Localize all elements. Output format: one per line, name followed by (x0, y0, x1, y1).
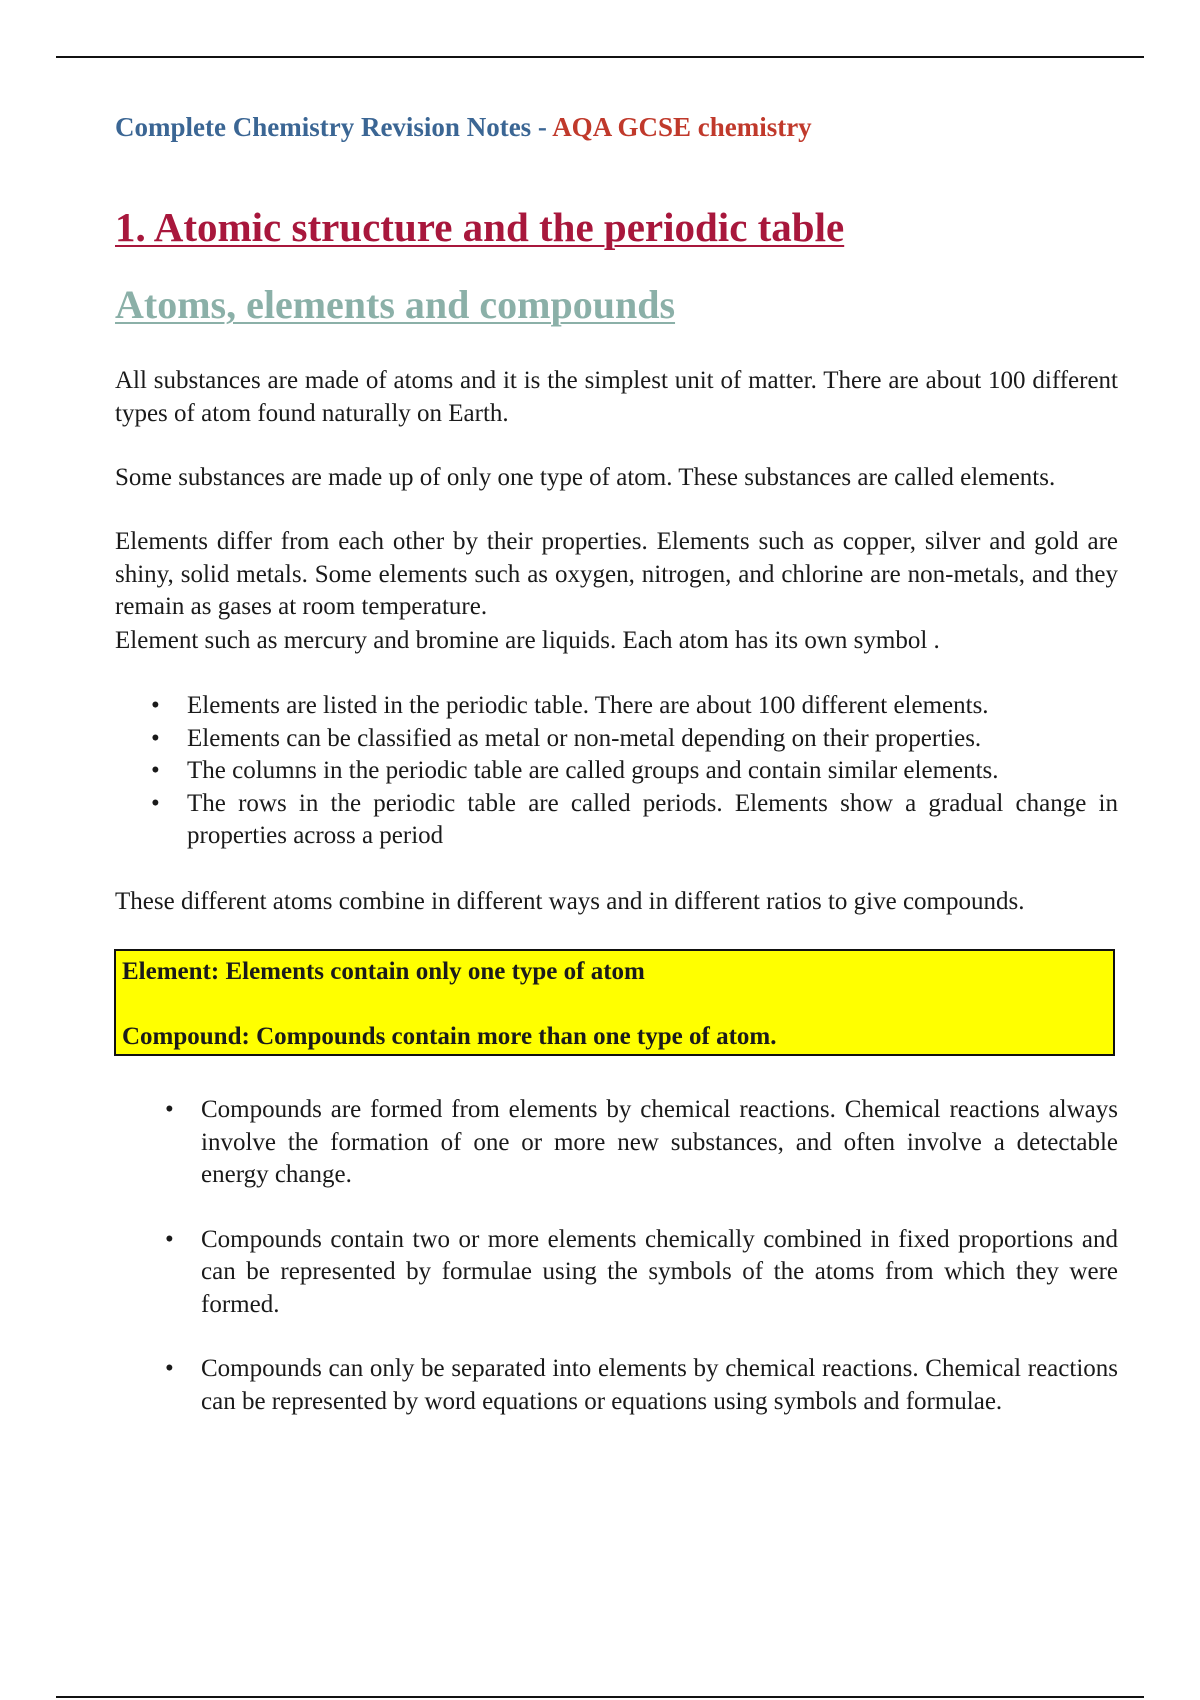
bullet-dot: • (151, 757, 160, 784)
element-bullet-list (151, 690, 1118, 853)
section-title: Atoms, elements and compounds (115, 282, 676, 327)
list-item (151, 723, 1118, 756)
bottom-rule (56, 1696, 1144, 1698)
bullet-dot: • (165, 1096, 174, 1123)
element-definition: Element: Elements contain only one type of atom (122, 958, 645, 985)
top-rule (56, 56, 1144, 58)
list-item-text: Compounds contain two or more elements chemically combined in fixed proportions and can be represented by formulae using the symbols of the atoms from which they were formed. (201, 1225, 1118, 1318)
chapter-title: 1. Atomic structure and the periodic table (115, 204, 845, 250)
list-item-text: Compounds can only be separated into elements by chemical reactions. Chemical reactions can be represented by word equations or equations using symbols and formulae. (201, 1355, 1118, 1415)
bullet-dot: • (165, 1225, 174, 1253)
header-board: AQA GCSE chemistry (552, 112, 812, 142)
paragraph-element-properties: Elements differ from each other by their properties. Elements such as copper, silver and gold are shiny, solid metals. Some elements such as oxygen, nitrogen, and chlorine are non-metals, and they remain as gases at room temperature. (115, 528, 1118, 620)
bullet-dot: • (151, 692, 160, 719)
bullet-dot: • (151, 789, 160, 817)
header-course: Complete Chemistry Revision Notes - (115, 112, 547, 142)
document-header (115, 112, 812, 143)
paragraph-atoms: All substances are made of atoms and it is the simplest unit of matter. There are about 100 different types of atom found naturally on Earth. (115, 367, 1118, 427)
list-item (151, 690, 1118, 723)
bullet-dot: • (151, 724, 160, 752)
list-item (165, 1353, 1118, 1418)
paragraph-elements-intro: Some substances are made up of only one type of atom. These substances are called elements. (115, 464, 1056, 491)
list-item-text: The rows in the periodic table are called periods. Elements show a gradual change in properties across a period (187, 789, 1118, 849)
list-item (151, 788, 1118, 853)
list-item-text: The columns in the periodic table are called groups and contain similar elements. (187, 757, 999, 784)
definition-box (114, 949, 1115, 1056)
list-item-text: Compounds are formed from elements by chemical reactions. Chemical reactions always involve the formation of one or more new substances, and often involve a detectable energy change. (201, 1096, 1118, 1188)
compound-bullet-list (165, 1094, 1118, 1418)
paragraph-combine: These different atoms combine in different ways and in different ratios to give compounds. (115, 888, 1025, 915)
list-item-text: Elements can be classified as metal or non-metal depending on their properties. (187, 724, 982, 752)
bullet-dot: • (165, 1355, 174, 1382)
list-item (165, 1094, 1118, 1192)
list-item-text: Elements are listed in the periodic table. There are about 100 different elements. (187, 692, 989, 719)
paragraph-liquids: Element such as mercury and bromine are liquids. Each atom has its own symbol . (115, 627, 940, 654)
list-item (165, 1224, 1118, 1322)
compound-definition: Compound: Compounds contain more than one type of atom. (122, 1023, 777, 1050)
list-item (151, 755, 1118, 788)
